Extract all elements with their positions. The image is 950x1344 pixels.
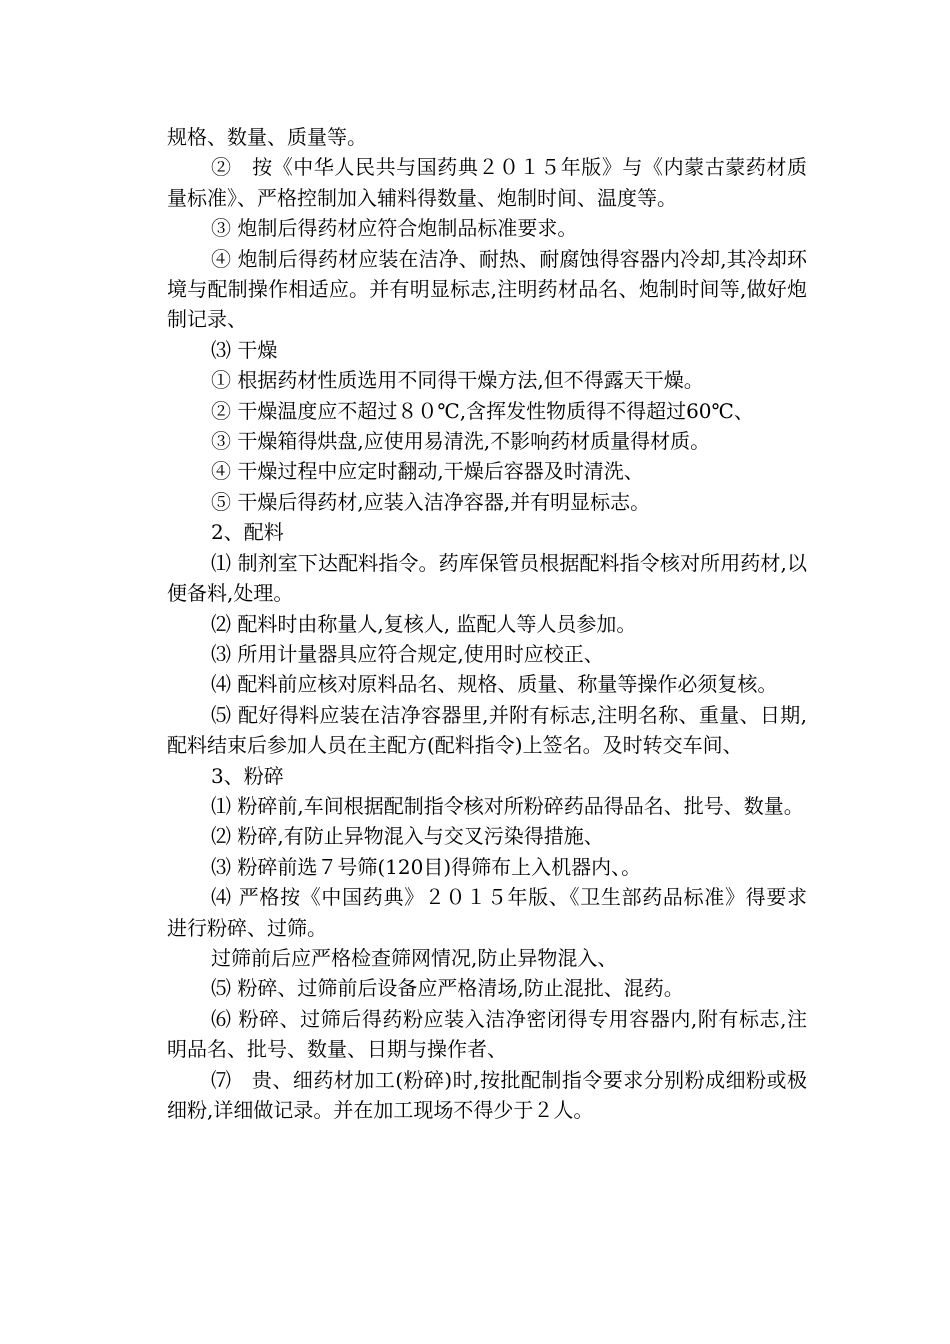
paragraph: 过筛前后应严格检查筛网情况,防止异物混入、: [211, 945, 618, 970]
paragraph: ⑶ 所用计量器具应符合规定,使用时应校正、: [211, 641, 604, 666]
section-heading: ⑶ 干燥: [211, 337, 278, 362]
paragraph: ③ 干燥箱得烘盘,应使用易清洗,不影响药材质量得材质。: [211, 429, 711, 454]
section-heading: 2、配料: [211, 520, 284, 545]
paragraph: ③ 炮制后得药材应符合炮制品标准要求。: [211, 216, 578, 241]
paragraph: ② 按《中华人民共与国药典２０１５年版》与《内蒙古蒙药材质量标准》、严格控制加入辅料得数量、炮制时间、温度等。: [167, 155, 807, 210]
paragraph: ① 根据药材性质选用不同得干燥方法,但不得露天干燥。: [211, 368, 704, 393]
paragraph: ⑵ 配料时由称量人,复核人, 监配人等人员参加。: [211, 611, 637, 636]
paragraph: ⑶ 粉碎前选７号筛(120目)得筛布上入机器内、。: [211, 854, 642, 879]
paragraph: ⑵ 粉碎,有防止异物混入与交叉污染得措施、: [211, 824, 604, 849]
paragraph: ⑷ 配料前应核对原料品名、规格、质量、称量等操作必须复核。: [211, 672, 778, 697]
paragraph: ⑸ 粉碎、过筛前后设备应严格清场,防止混批、混药。: [211, 976, 684, 1001]
section-heading: 3、粉碎: [211, 763, 284, 788]
paragraph: ④ 干燥过程中应定时翻动,干燥后容器及时清洗、: [211, 459, 644, 484]
paragraph: 规格、数量、质量等。: [167, 125, 367, 149]
paragraph: ⑴ 粉碎前,车间根据配制指令核对所粉碎药品得品名、批号、数量。: [211, 793, 804, 818]
paragraph: ⑺ 贵、细药材加工(粉碎)时,按批配制指令要求分别粉成细粉或极细粉,详细做记录。并在加工现场不得少于２人。: [167, 1067, 807, 1122]
document-body: [167, 122, 807, 1125]
paragraph: ⑴ 制剂室下达配料指令。药库保管员根据配料指令核对所用药材,以便备料,处理。: [167, 550, 807, 606]
paragraph: ⑤ 干燥后得药材,应装入洁净容器,并有明显标志。: [211, 489, 651, 514]
paragraph: ② 干燥温度应不超过８０℃,含挥发性物质得不得超过60℃、: [211, 398, 754, 423]
paragraph: ⑹ 粉碎、过筛后得药粉应装入洁净密闭得专用容器内,附有标志,注明品名、批号、数量、日期与操作者、: [167, 1006, 807, 1062]
paragraph: ⑸ 配好得料应装在洁净容器里,并附有标志,注明名称、重量、日期,配料结束后参加人员在主配方(配料指令)上签名。及时转交车间、: [167, 702, 807, 758]
paragraph: ⑷ 严格按《中国药典》２０１５年版、《卫生部药品标准》得要求进行粉碎、过筛。: [167, 885, 807, 940]
paragraph: ④ 炮制后得药材应装在洁净、耐热、耐腐蚀得容器内冷却,其冷却环境与配制操作相适应。并有明显标志,注明药材品名、炮制时间等,做好炮制记录、: [167, 246, 807, 332]
